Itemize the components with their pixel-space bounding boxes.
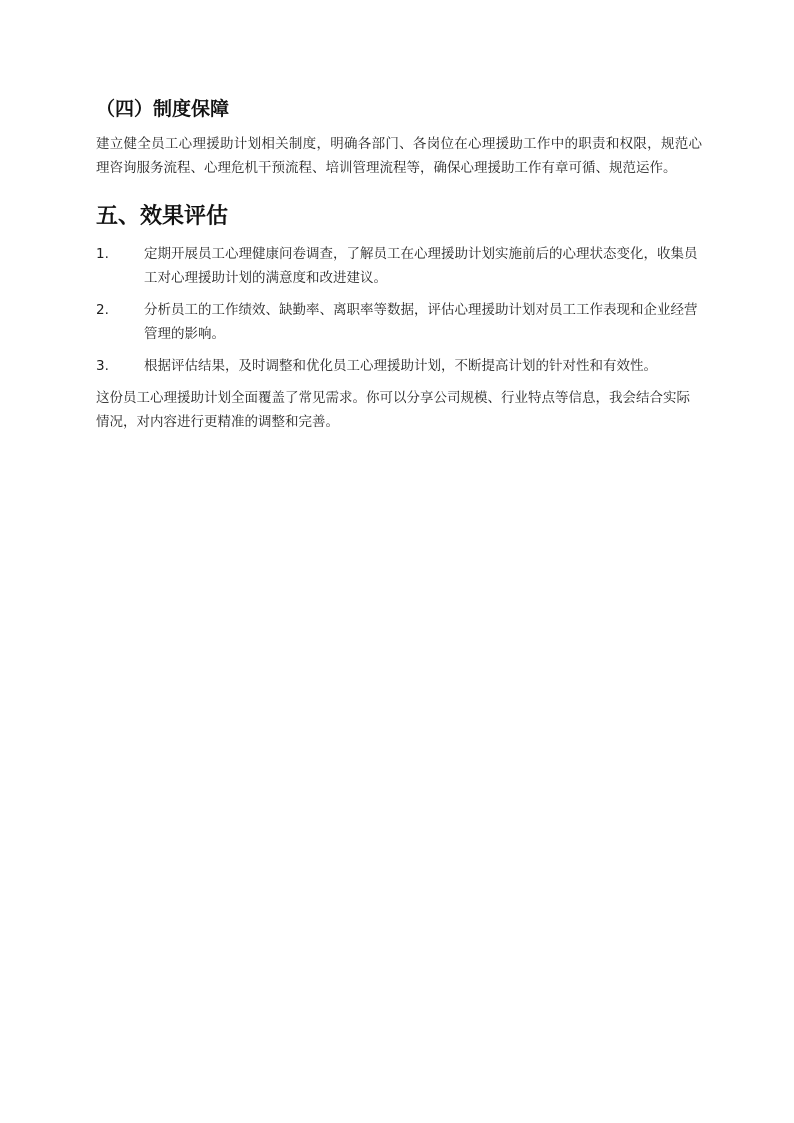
list-item [96,242,702,290]
section-heading-effect-evaluation: 五、效果评估 [96,204,229,229]
list-item-number: 3. [96,358,109,374]
closing-paragraph: 这份员工心理援助计划全面覆盖了常见需求。你可以分享公司规模、行业特点等信息，我会结合实际情况，对内容进行更精准的调整和完善。 [96,390,690,430]
list-item-text: 根据评估结果，及时调整和优化员工心理援助计划，不断提高计划的针对性和有效性。 [144,358,657,374]
list-item [96,298,702,346]
list-item [96,354,702,378]
document-page [96,96,702,434]
list-item-text: 定期开展员工心理健康问卷调查，了解员工在心理援助计划实施前后的心理状态变化，收集员工对心理援助计划的满意度和改进建议。 [144,246,698,286]
evaluation-list [96,242,702,378]
list-item-number: 2. [96,302,109,318]
list-item-text: 分析员工的工作绩效、缺勤率、离职率等数据，评估心理援助计划对员工工作表现和企业经营管理的影响。 [144,302,698,342]
section-heading-system-guarantee: （四）制度保障 [96,98,230,120]
list-item-number: 1. [96,246,109,262]
section-body-system-guarantee: 建立健全员工心理援助计划相关制度，明确各部门、各岗位在心理援助工作中的职责和权限，规范心理咨询服务流程、心理危机干预流程、培训管理流程等，确保心理援助工作有章可循、规范运作。 [96,136,702,176]
